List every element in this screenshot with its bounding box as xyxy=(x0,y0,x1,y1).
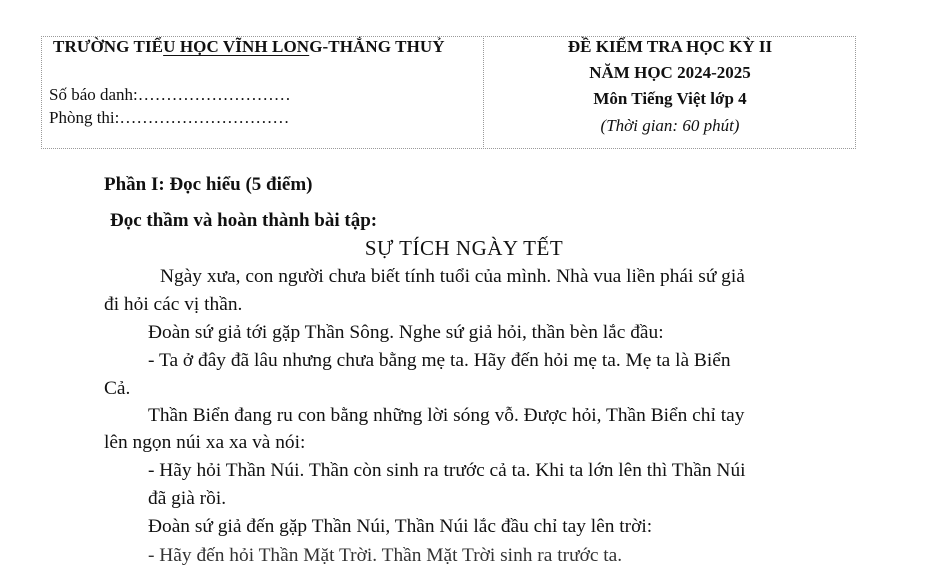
story-line: Ngày xưa, con người chưa biết tính tuổi của mình. Nhà vua liền phái sứ giả xyxy=(160,266,745,287)
story-line: Đoàn sứ giả đến gặp Thần Núi, Thần Núi lắc đầu chỉ tay lên trời: xyxy=(148,516,653,537)
story-line: lên ngọn núi xa xa và nói: xyxy=(104,432,306,453)
story-line: Đoàn sứ giả tới gặp Thần Sông. Nghe sứ giả hỏi, thần bèn lắc đầu: xyxy=(148,322,664,343)
cut-off-story-line: - Hãy đến hỏi Thần Mặt Trời. Thần Mặt Trời sinh ra trước ta. xyxy=(148,545,623,566)
part-heading: Phần I: Đọc hiểu (5 điểm) xyxy=(104,174,313,195)
duration-line: (Thời gian: 60 phút) xyxy=(600,116,740,135)
exam-title: ĐỀ KIỂM TRA HỌC KỲ II xyxy=(567,37,773,56)
school-name: TRƯỜNG TIỂU HỌC VĨNH LONG-THẮNG THUỶ xyxy=(53,37,445,56)
story-line: Cả. xyxy=(104,378,131,399)
story-title: SỰ TÍCH NGÀY TẾT xyxy=(364,236,564,260)
subject-line: Môn Tiếng Việt lớp 4 xyxy=(593,89,747,108)
story-line: - Ta ở đây đã lâu nhưng chưa bằng mẹ ta. Hãy đến hỏi mẹ ta. Mẹ ta là Biển xyxy=(148,350,731,371)
story-line: - Hãy hỏi Thần Núi. Thần còn sinh ra trước cả ta. Khi ta lớn lên thì Thần Núi xyxy=(148,460,746,481)
exam-room-field: Phòng thi:………………………… xyxy=(49,108,290,127)
instruction-text: Đọc thầm và hoàn thành bài tập: xyxy=(110,210,378,231)
story-line: đi hỏi các vị thần. xyxy=(104,294,243,315)
story-line: Thần Biển đang ru con bằng những lời sóng vỗ. Được hỏi, Thần Biển chỉ tay xyxy=(148,405,745,426)
story-line: đã già rồi. xyxy=(148,488,227,509)
candidate-number-field: Số báo danh:……………………… xyxy=(49,85,291,104)
school-year: NĂM HỌC 2024-2025 xyxy=(589,63,751,82)
